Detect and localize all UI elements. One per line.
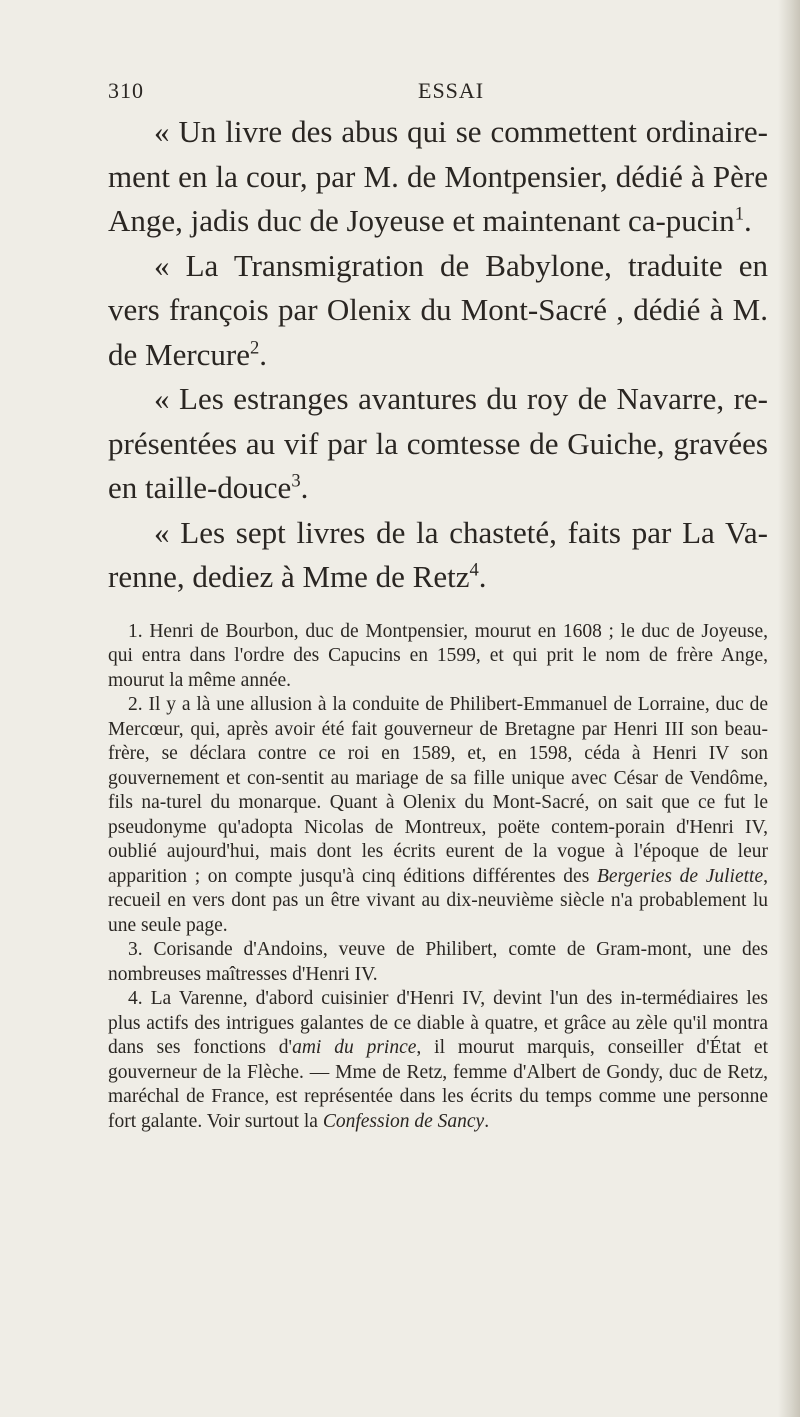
page-number: 310 — [108, 78, 144, 103]
italic-title: Bergeries de Juliette — [596, 865, 764, 887]
running-title: ESSAI — [418, 78, 485, 103]
paragraph-livre-des-abus: « Un livre des abus qui se commettent ordinaire-ment en la cour, par M. de Montpensier, dédié à Père Ange, jadis duc de Joyeuse et maintenant ca-pucin$^1$. — [108, 114, 768, 238]
paragraph-estranges-avantures: « Les estranges avantures du roy de Navarre, re-présentées au vif par la comtesse de Guiche, gravées en taille-douce$^3$. — [108, 381, 768, 505]
footnote-ref: 2 — [250, 337, 260, 359]
running-head — [108, 78, 768, 110]
footnote-ref: 1 — [734, 203, 744, 225]
main-text — [108, 110, 768, 600]
footnote-ref: 4 — [469, 559, 479, 581]
footnote-3: 3. Corisande d'Andoins, veuve de Philibert, comte de Gram-mont, une des nombreuses maîtresses d'Henri IV. — [108, 939, 768, 985]
italic-phrase: ami du prince — [292, 1037, 417, 1058]
book-page — [108, 78, 768, 1134]
footnote-1: 1. Henri de Bourbon, duc de Montpensier, mourut en 1608 ; le duc de Joyeuse, qui entra dans l'ordre des Capucins en 1599, et qui prit le nom de frère Ange, mourut la même année. — [108, 620, 768, 691]
page-edge-shadow — [778, 0, 800, 1417]
paragraph-transmigration: « La Transmigration de Babylone, traduite en vers françois par Olenix du Mont-Sacré , dédié à M. de Mercure$^2$. — [108, 247, 768, 372]
paragraph-sept-livres: « Les sept livres de la chasteté, faits par La Va-renne, dediez à Mme de Retz$^4$. — [108, 514, 768, 594]
footnotes — [108, 620, 768, 1135]
italic-title: Confession de Sancy — [322, 1110, 485, 1132]
footnote-2: 2. Il y a là une allusion à la conduite de Philibert-Emmanuel de Lorraine, duc de Mercœur, qui, après avoir été fait gouverneur de Bretagne par Henri III son beau-frère, se déclara contre ce roi en 1589, et, en 1598, céda à Henri IV son gouvernement et con-sentit au mariage de sa fille unique avec César de Vendôme, fils na-turel du monarque. Quant à Olenix du Mont-Sacré, on sait que ce fut le pseudonyme qu'adopta Nicolas de Montreux, poëte contem-porain d'Henri IV, oublié aujourd'hui, mais dont les écrits eurent de la vogue à l'époque de leur apparition ; on compte jusqu'à cinq éditions différentes des Bergeries de Juliette, recueil en vers dont pas un être vivant au dix-neuvième siècle n'a probablement lu une seule page. — [108, 694, 768, 936]
footnote-4: 4. La Varenne, d'abord cuisinier d'Henri IV, devint l'un des in-termédiaires les plus actifs des intrigues galantes de ce diable à quatre, et grâce au zèle qu'il montra dans ses fonctions d'ami du prince, il mourut marquis, conseiller d'État et gouverneur de la Flèche. — Mme de Retz, femme d'Albert de Gondy, duc de Retz, maréchal de France, est représentée dans les écrits du temps comme une personne fort galante. Voir surtout la Confession de Sancy. — [108, 988, 768, 1132]
footnote-ref: 3 — [291, 470, 301, 492]
